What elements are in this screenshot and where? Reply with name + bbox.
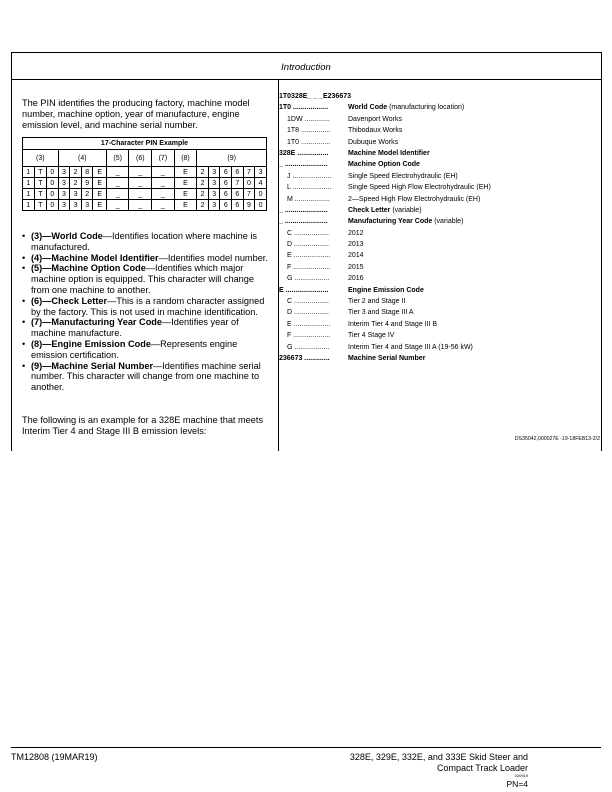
list-item <box>279 104 599 115</box>
example-code: G .................. <box>287 343 330 351</box>
example-description <box>348 173 458 180</box>
list-item <box>279 321 599 332</box>
list-item <box>279 196 599 207</box>
example-description <box>348 161 420 168</box>
field-description: —This is a random character assigned by the factory. This is not used in machine identification. <box>31 295 265 317</box>
field-description: —Identifies which major machine option is equipped. This character will change from one machine to another. <box>31 263 255 295</box>
example-label: Machine Option Code <box>348 161 420 169</box>
list-item <box>279 173 599 184</box>
list-item <box>279 252 599 263</box>
list-item <box>279 264 599 275</box>
list-item <box>279 150 599 161</box>
example-label: Machine Model Identifier <box>348 149 430 157</box>
pin-character: _ <box>106 200 129 211</box>
example-code: 328E ................ <box>279 149 329 157</box>
list-item <box>279 241 599 252</box>
pin-character: 3 <box>208 167 220 178</box>
pin-character: 0 <box>255 200 267 211</box>
pin-character: E <box>174 189 197 200</box>
example-label: 2015 <box>348 263 364 271</box>
field-description: —Identifies machine serial number. This character will change from one machine to another. <box>31 360 261 393</box>
pin-table-header: (7) <box>152 150 175 167</box>
field-description: —Represents engine emission certification. <box>31 338 238 360</box>
example-code: L .................... <box>287 184 332 192</box>
pin-character: 3 <box>58 200 70 211</box>
pin-character: 0 <box>47 167 59 178</box>
example-code: 236673 ............. <box>279 354 330 362</box>
list-item <box>279 332 599 343</box>
footer-code: 020919 <box>514 773 528 778</box>
example-code: 1T8 ............... <box>287 127 331 135</box>
pin-character: 6 <box>232 200 244 211</box>
header-divider <box>12 79 601 80</box>
pin-table-header: (4) <box>58 150 106 167</box>
example-description <box>348 309 414 316</box>
example-label: 2016 <box>348 275 364 283</box>
table-row <box>23 189 267 200</box>
list-item <box>22 296 270 318</box>
pin-character: 1 <box>23 178 35 189</box>
list-item <box>279 218 599 229</box>
example-label: 2—Speed High Flow Electrohydraulic (EH) <box>348 195 481 203</box>
example-description <box>348 355 425 362</box>
list-item <box>22 263 270 295</box>
pin-character: _ <box>106 167 129 178</box>
example-code: D .................. <box>287 309 330 317</box>
field-term: (6)—Check Letter <box>31 295 108 306</box>
footer-doc-id: TM12808 (19MAR19) <box>11 752 98 762</box>
pin-character: _ <box>129 189 152 200</box>
example-label: Tier 2 and Stage II <box>348 298 406 306</box>
example-note: (manufacturing location) <box>387 104 465 112</box>
pin-character: 2 <box>197 167 209 178</box>
example-description <box>348 230 364 237</box>
example-code: _ ...................... <box>279 161 328 169</box>
bullet-icon: • <box>22 252 26 263</box>
pin-character: 3 <box>70 189 82 200</box>
example-note: (variable) <box>432 218 464 226</box>
list-item <box>279 309 599 320</box>
example-code: C .................. <box>287 298 330 306</box>
list-item <box>279 355 599 366</box>
table-row <box>23 167 267 178</box>
pin-character: 2 <box>197 189 209 200</box>
example-label: Check Letter <box>348 206 391 214</box>
bullet-icon: • <box>22 295 26 306</box>
pin-character: _ <box>152 167 175 178</box>
pin-character: T <box>34 167 46 178</box>
example-label: 2013 <box>348 241 364 249</box>
pin-table <box>22 137 267 211</box>
page-number: PN=4 <box>506 779 528 789</box>
example-description <box>348 344 473 351</box>
pin-character: _ <box>152 200 175 211</box>
field-description: —Identifies location where machine is manufactured. <box>31 231 258 252</box>
pin-character: 3 <box>208 200 220 211</box>
example-code: 1T0 .................. <box>279 104 329 112</box>
page-title: Introduction <box>281 62 331 73</box>
example-code: F ................... <box>287 263 331 271</box>
pin-table-header: (5) <box>106 150 129 167</box>
pin-character: 9 <box>243 200 255 211</box>
example-description <box>348 207 422 214</box>
field-term: (4)—Machine Model Identifier <box>31 252 159 263</box>
example-label: World Code <box>348 104 388 112</box>
example-code: M .................. <box>287 195 330 203</box>
example-label: Single Speed Electrohydraulic (EH) <box>348 172 458 180</box>
example-description <box>348 298 405 305</box>
list-item <box>279 116 599 127</box>
example-label: Interim Tier 4 and Stage III B <box>348 320 438 328</box>
example-description <box>348 241 364 248</box>
pin-character: 4 <box>255 178 267 189</box>
intro-paragraph: The PIN identifies the producing factory, machine model number, machine option, year of manufacture, engine emission level, and machine serial number. <box>22 98 250 130</box>
example-description <box>348 332 394 339</box>
example-description <box>348 196 480 203</box>
pin-character: 2 <box>197 200 209 211</box>
example-code: 1T0 ............... <box>287 138 331 146</box>
pin-character: 0 <box>47 178 59 189</box>
pin-character: 7 <box>243 167 255 178</box>
pin-character: 6 <box>220 167 232 178</box>
pin-character: 0 <box>255 189 267 200</box>
example-code: E ................... <box>287 252 331 260</box>
example-code: G .................. <box>287 275 330 283</box>
pin-character: 0 <box>47 189 59 200</box>
example-code: J .................... <box>287 172 332 180</box>
pin-character: 2 <box>70 178 82 189</box>
pin-table-title: 17-Character PIN Example <box>23 138 267 150</box>
list-item <box>279 161 599 172</box>
bullet-icon: • <box>22 263 26 274</box>
bullet-icon: • <box>22 360 26 371</box>
pin-character: 6 <box>232 189 244 200</box>
list-item <box>279 207 599 218</box>
pin-character: 2 <box>197 178 209 189</box>
table-row <box>23 200 267 211</box>
pin-character: E <box>174 200 197 211</box>
example-code: C .................. <box>287 229 330 237</box>
pin-character: _ <box>106 189 129 200</box>
example-label: Manufacturing Year Code <box>348 218 433 226</box>
field-term: (8)—Engine Emission Code <box>31 338 151 349</box>
example-description <box>348 287 424 294</box>
pin-character: E <box>174 178 197 189</box>
example-code: _ ...................... <box>279 218 328 226</box>
example-description <box>348 184 491 191</box>
example-code: E ...................... <box>279 286 329 294</box>
pin-character: 7 <box>243 189 255 200</box>
pin-character: 3 <box>255 167 267 178</box>
pin-character: 3 <box>58 178 70 189</box>
field-term: (7)—Manufacturing Year Code <box>31 317 163 328</box>
pin-character: T <box>34 200 46 211</box>
field-description: —Identifies model number. <box>158 252 268 263</box>
field-term: (9)—Machine Serial Number <box>31 360 154 371</box>
example-description <box>348 104 464 111</box>
pin-character: 8 <box>81 167 93 178</box>
field-term: (3)—World Code <box>31 231 103 241</box>
example-intro-paragraph: The following is an example for a 328E machine that meets Interim Tier 4 and Stage III B emission levels: <box>22 415 264 436</box>
example-description <box>348 127 402 134</box>
example-code: _ ...................... <box>279 206 328 214</box>
list-item <box>279 230 599 241</box>
list-item <box>22 231 270 253</box>
pin-table-header: (3) <box>23 150 59 167</box>
example-label: Engine Emission Code <box>348 286 424 294</box>
bullet-icon: • <box>22 231 26 241</box>
pin-character: _ <box>152 189 175 200</box>
pin-character: 2 <box>70 167 82 178</box>
example-description <box>348 264 364 271</box>
pin-character: 1 <box>23 189 35 200</box>
table-row <box>23 178 267 189</box>
pin-character: 3 <box>208 189 220 200</box>
pin-character: 3 <box>58 189 70 200</box>
pin-character: _ <box>129 178 152 189</box>
example-label: 2012 <box>348 229 364 237</box>
example-label: Single Speed High Flow Electrohydraulic (EH) <box>348 184 491 192</box>
pin-character: 3 <box>81 200 93 211</box>
pin-character: _ <box>106 178 129 189</box>
example-pin: 1T0328E_ _ _E236673 <box>279 93 352 100</box>
pin-character: _ <box>152 178 175 189</box>
pin-character: E <box>93 167 106 178</box>
pin-character: 3 <box>70 200 82 211</box>
example-label: Tier 4 Stage IV <box>348 332 395 340</box>
pin-example-breakdown <box>279 93 599 366</box>
example-note: (variable) <box>390 206 422 214</box>
pin-character: 6 <box>232 167 244 178</box>
example-code: F ................... <box>287 332 331 340</box>
example-label: Dubuque Works <box>348 138 399 146</box>
example-code: E ................... <box>287 320 331 328</box>
list-item <box>22 361 270 393</box>
pin-character: 9 <box>81 178 93 189</box>
pin-character: E <box>93 189 106 200</box>
pin-character: 6 <box>220 200 232 211</box>
example-description <box>348 150 430 157</box>
footer-divider <box>11 747 601 748</box>
example-label: Machine Serial Number <box>348 354 426 362</box>
example-code: D .................. <box>287 241 330 249</box>
list-item <box>22 253 270 264</box>
pin-table-header: (8) <box>174 150 197 167</box>
example-description <box>348 252 364 259</box>
pin-character: T <box>34 189 46 200</box>
pin-character: E <box>93 178 106 189</box>
bullet-icon: • <box>22 317 26 328</box>
bullet-icon: • <box>22 338 26 349</box>
field-description: —Identifies year of machine manufacture. <box>31 317 239 339</box>
list-item <box>22 317 270 339</box>
example-description <box>348 321 437 328</box>
pin-character: E <box>174 167 197 178</box>
example-label: Interim Tier 4 and Stage III A (19-56 kW) <box>348 343 473 351</box>
footer-title <box>350 752 528 773</box>
list-item <box>279 344 599 355</box>
pin-character: E <box>93 200 106 211</box>
list-item <box>279 184 599 195</box>
list-item <box>279 298 599 309</box>
list-item <box>22 339 270 361</box>
pin-character: T <box>34 178 46 189</box>
pin-character: 7 <box>232 178 244 189</box>
pin-character: _ <box>129 167 152 178</box>
pin-character: 3 <box>208 178 220 189</box>
pin-character: 1 <box>23 167 35 178</box>
pin-table-header: (6) <box>129 150 152 167</box>
footer-title-line1: 328E, 329E, 332E, and 333E Skid Steer and <box>349 752 528 762</box>
example-description <box>348 116 402 123</box>
example-description <box>348 275 364 282</box>
example-description <box>348 218 463 225</box>
example-label: Thibodaux Works <box>348 127 403 135</box>
example-code: 1DW ............. <box>287 115 330 123</box>
list-item <box>279 139 599 150</box>
field-term: (5)—Machine Option Code <box>31 263 146 274</box>
pin-character: 6 <box>220 178 232 189</box>
pin-character: 0 <box>47 200 59 211</box>
document-reference: DS35042,000027E -19-18FEB13-2/2 <box>514 436 600 442</box>
pin-field-list <box>22 231 270 393</box>
example-label: Davenport Works <box>348 115 402 123</box>
list-item <box>279 127 599 138</box>
pin-character: _ <box>129 200 152 211</box>
list-item <box>279 287 599 298</box>
example-label: 2014 <box>348 252 364 260</box>
pin-character: 0 <box>243 178 255 189</box>
pin-character: 1 <box>23 200 35 211</box>
example-description <box>348 139 398 146</box>
pin-character: 3 <box>58 167 70 178</box>
example-label: Tier 3 and Stage III A <box>348 309 414 317</box>
footer-title-line2: Compact Track Loader <box>436 762 528 773</box>
list-item <box>279 275 599 286</box>
pin-table-header: (9) <box>197 150 267 167</box>
pin-character: 6 <box>220 189 232 200</box>
pin-character: 2 <box>81 189 93 200</box>
